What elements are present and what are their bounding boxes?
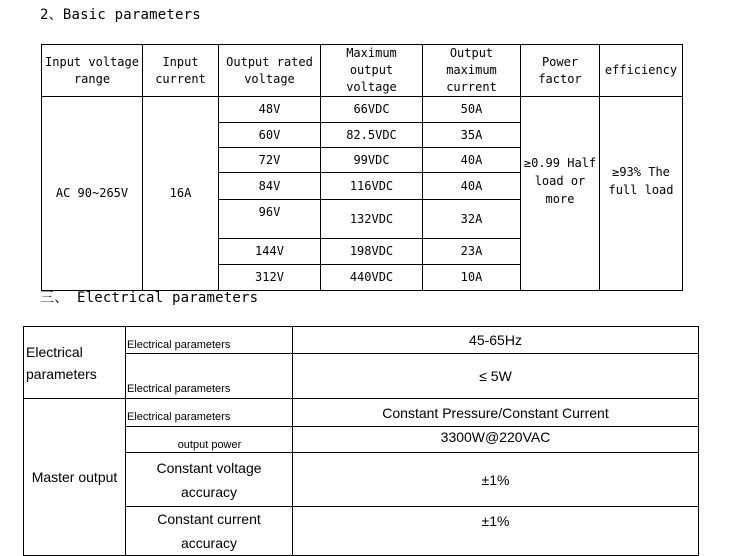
param-label: Constant current accuracy [126,507,293,556]
param-label: Constant voltage accuracy [126,453,293,507]
rated-voltage-cell: 48V [219,97,321,123]
param-label: Electrical parameters [126,327,293,354]
param-value: ±1% [293,453,699,507]
max-voltage-cell: 440VDC [321,265,423,291]
max-voltage-cell: 132VDC [321,200,423,239]
table-row [24,354,699,399]
param-value: 3300W@220VAC [293,427,699,453]
rated-voltage-cell: 312V [219,265,321,291]
table-row [24,453,699,507]
header-power-factor: Power factor [521,45,600,97]
max-current-cell: 32A [423,200,521,239]
input-voltage-range-cell: AC 90~265V [42,97,143,291]
rated-voltage-cell: 84V [219,173,321,200]
max-voltage-cell: 198VDC [321,239,423,265]
header-maximum-output-voltage: Maximum output voltage [321,45,423,97]
table-header-row [42,45,683,97]
table-row [42,97,683,123]
table-row [24,507,699,556]
electrical-parameters-table [23,326,699,556]
param-label: Electrical parameters [126,399,293,427]
table-row [24,427,699,453]
param-value: 45-65Hz [293,327,699,354]
param-value: ≤ 5W [293,354,699,399]
max-voltage-cell: 99VDC [321,148,423,173]
group-label-master-output: Master output [24,399,126,556]
max-current-cell: 40A [423,173,521,200]
max-current-cell: 10A [423,265,521,291]
max-voltage-cell: 82.5VDC [321,123,423,148]
group-label-electrical-parameters: Electrical parameters [24,327,126,399]
param-label: output power [126,427,293,453]
input-current-cell: 16A [143,97,219,291]
rated-voltage-cell: 60V [219,123,321,148]
max-current-cell: 35A [423,123,521,148]
rated-voltage-cell: 96V [219,200,321,239]
power-factor-value: ≥0.99 Half load or more [523,156,597,206]
header-efficiency: efficiency [600,45,683,97]
table-row [24,327,699,354]
max-current-cell: 50A [423,97,521,123]
efficiency-value: ≥93% The full load [608,165,674,197]
header-output-rated-voltage: Output rated voltage [219,45,321,97]
param-label: Electrical parameters [126,354,293,399]
max-current-cell: 23A [423,239,521,265]
section-title-basic-parameters: 2、Basic parameters [40,7,201,23]
max-current-cell: 40A [423,148,521,173]
max-voltage-cell: 116VDC [321,173,423,200]
rated-voltage-cell: 72V [219,148,321,173]
header-output-maximum-current: Output maximum current [423,45,521,97]
param-value: ±1% [293,507,699,556]
table-row [24,399,699,427]
section-title-electrical-parameters: 三、 Electrical parameters [40,290,259,306]
rated-voltage-cell: 144V [219,239,321,265]
max-voltage-cell: 66VDC [321,97,423,123]
header-input-current: Input current [143,45,219,97]
header-input-voltage-range: Input voltage range [42,45,143,97]
param-value: Constant Pressure/Constant Current [293,399,699,427]
